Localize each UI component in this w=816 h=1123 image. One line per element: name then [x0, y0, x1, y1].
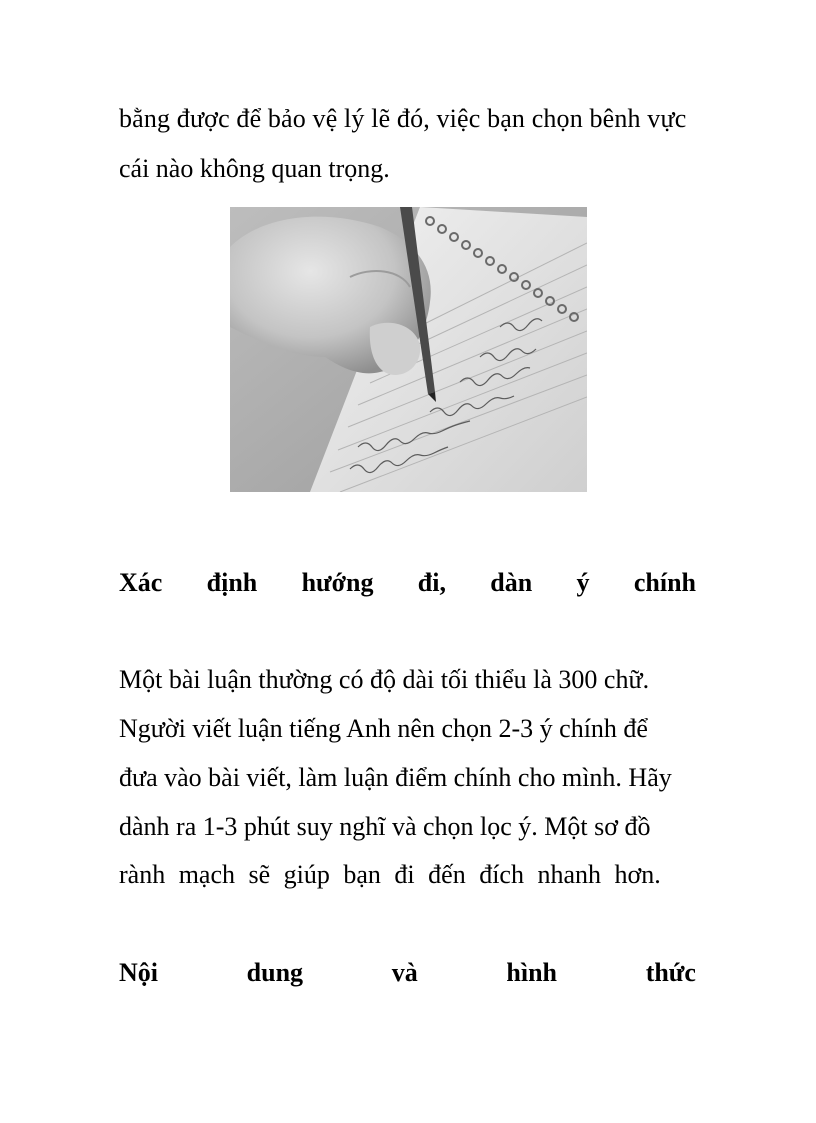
paragraph-line-3: [119, 762, 696, 794]
paragraph-line-2: [119, 713, 696, 745]
heading-noi-dung-va-hinh-thuc: [119, 957, 696, 989]
paragraph-line-4: [119, 811, 696, 843]
paragraph-line-5-text: rành mạch sẽ giúp bạn đi đến đích nhanh hơn.: [119, 860, 661, 889]
intro-line-2-text: cái nào không quan trọng.: [119, 154, 390, 183]
hand-writing-in-notebook-icon: [230, 207, 587, 492]
heading1-word: Xác: [119, 568, 163, 597]
hand-writing-photo: [230, 207, 587, 492]
heading1-word: định: [206, 568, 258, 597]
paragraph-line-5: [119, 859, 696, 891]
heading1-word: chính: [633, 568, 696, 597]
heading-xac-dinh-huong-di: [119, 567, 696, 599]
paragraph-line-3-text: đưa vào bài viết, làm luận điểm chính cho mình. Hãy: [119, 763, 672, 792]
heading2-word: Nội: [119, 958, 158, 987]
intro-line-1: [119, 103, 696, 135]
intro-line-1-text: bằng được để bảo vệ lý lẽ đó, việc bạn chọn bênh vực: [119, 104, 687, 133]
intro-line-2: [119, 153, 696, 185]
paragraph-line-2-text: Người viết luận tiếng Anh nên chọn 2-3 ý chính để: [119, 714, 648, 743]
paragraph-line-4-text: dành ra 1-3 phút suy nghĩ và chọn lọc ý. Một sơ đồ: [119, 812, 651, 841]
heading2-word: thức: [645, 958, 696, 987]
paragraph-line-1: [119, 664, 696, 696]
heading2-word: và: [391, 958, 418, 987]
heading1-word: dàn: [490, 568, 533, 597]
heading1-word: đi,: [417, 568, 446, 597]
paragraph-line-1-text: Một bài luận thường có độ dài tối thiểu là 300 chữ.: [119, 665, 650, 694]
heading2-word: hình: [506, 958, 558, 987]
heading1-word: ý: [576, 568, 590, 597]
heading1-word: hướng: [301, 568, 374, 597]
heading2-word: dung: [246, 958, 304, 987]
